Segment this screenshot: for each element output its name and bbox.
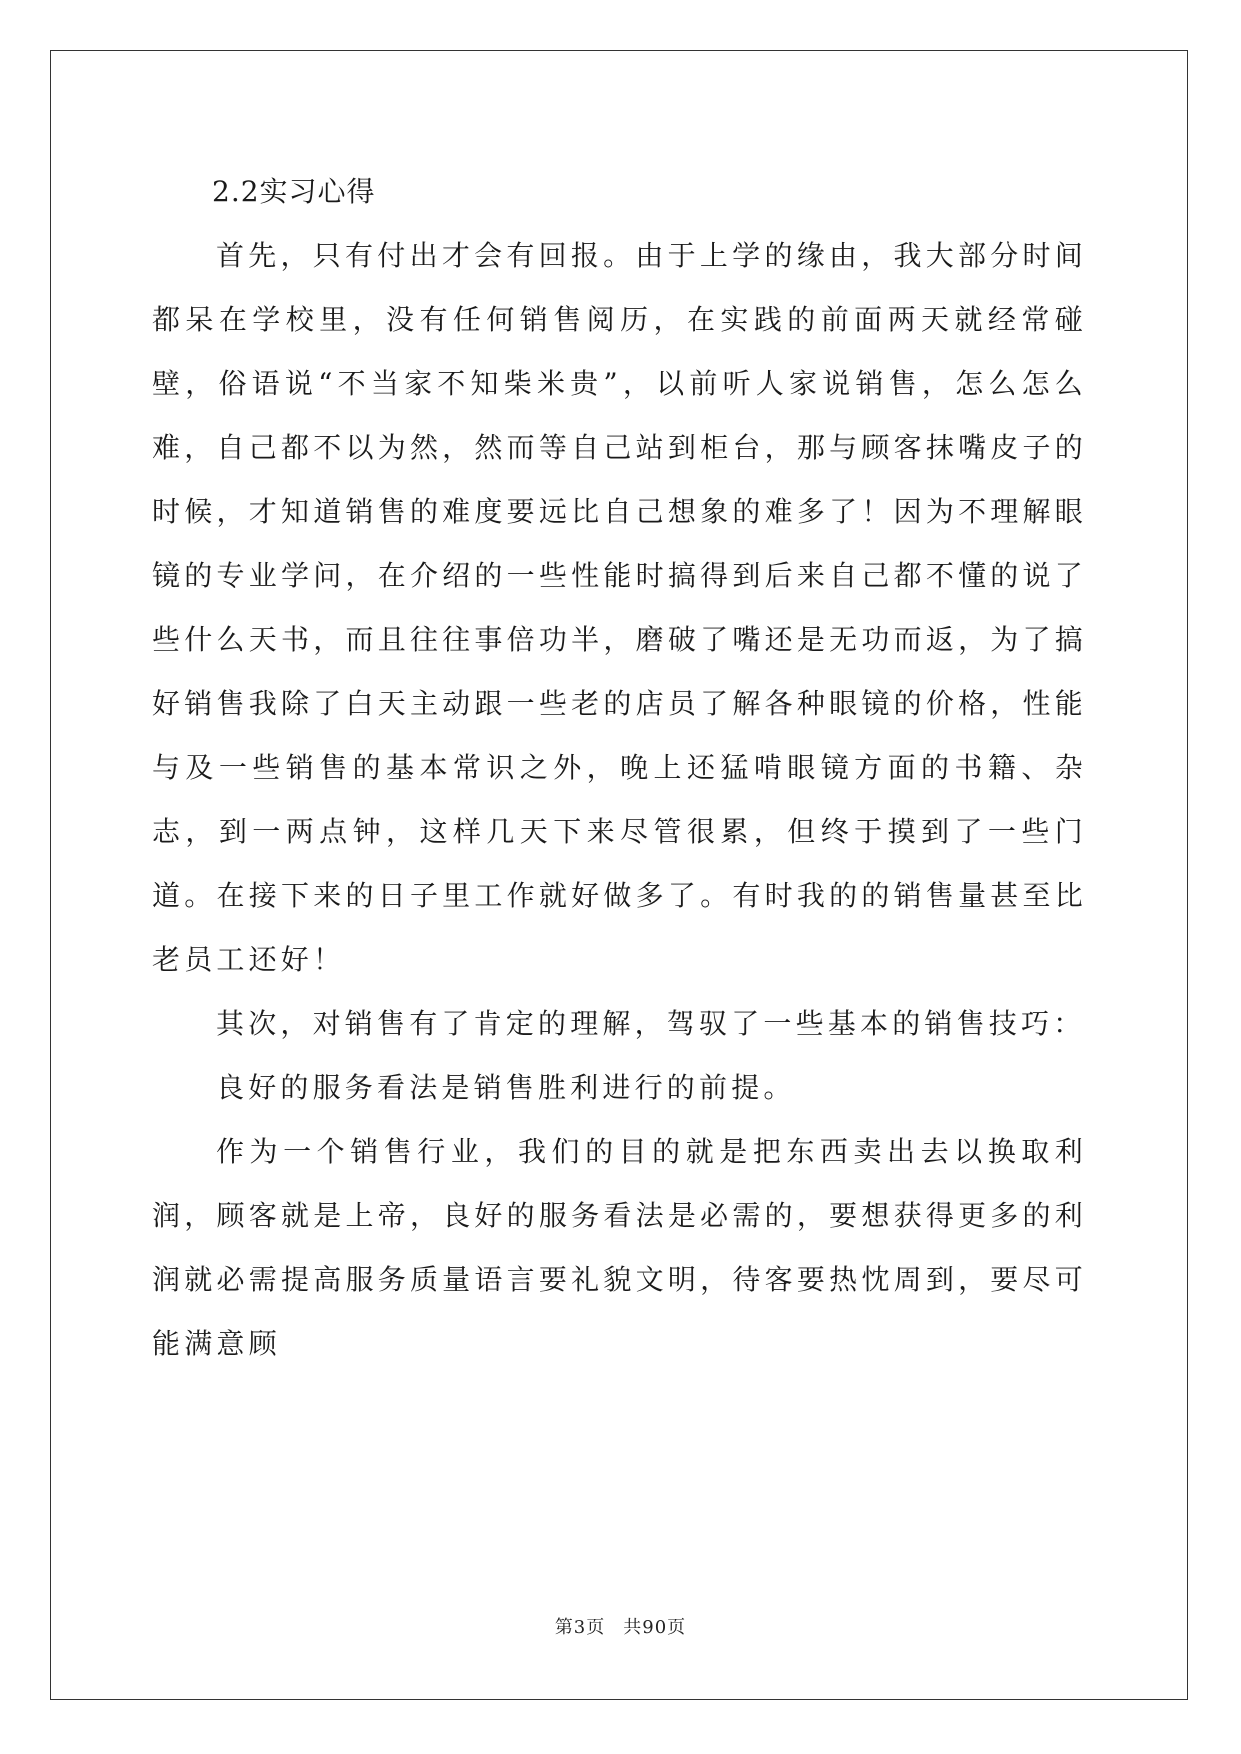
page-number: 第3页 <box>554 1617 606 1638</box>
paragraph-1: 首先，只有付出才会有回报。由于上学的缘由，我大部分时间都呆在学校里，没有任何销售阅历，在实践的前面两天就经常碰壁，俗语说“不当家不知柴米贵”，以前听人家说销售，怎么怎么难，自己都不以为然，然而等自己站到柜台，那与顾客抹嘴皮子的时候，才知道销售的难度要远比自己想象的难多了！因为不理解眼镜的专业学问，在介绍的一些性能时搞得到后来自己都不懂的说了些什么天书，而且往往事倍功半，磨破了嘴还是无功而返，为了搞好销售我除了白天主动跟一些老的店员了解各种眼镜的价格，性能与及一些销售的基本常识之外，晚上还猛啃眼镜方面的书籍、杂志，到一两点钟，这样几天下来尽管很累，但终于摸到了一些门道。在接下来的日子里工作就好做多了。有时我的的销售量甚至比老员工还好！ <box>152 239 1087 976</box>
page-total: 共90页 <box>623 1617 687 1638</box>
paragraph-3: 良好的服务看法是销售胜利进行的前提。 <box>216 1071 796 1104</box>
paragraph-2: 其次，对销售有了肯定的理解，驾驭了一些基本的销售技巧： <box>216 1007 1086 1040</box>
document-body <box>152 160 1087 1376</box>
paragraph-4: 作为一个销售行业，我们的目的就是把东西卖出去以换取利润，顾客就是上帝，良好的服务看法是必需的，要想获得更多的利润就必需提高服务质量语言要礼貌文明，待客要热忱周到，要尽可能满意顾 <box>152 1135 1087 1360</box>
page-footer <box>0 1616 1241 1640</box>
section-heading: 2.2实习心得 <box>212 175 376 208</box>
